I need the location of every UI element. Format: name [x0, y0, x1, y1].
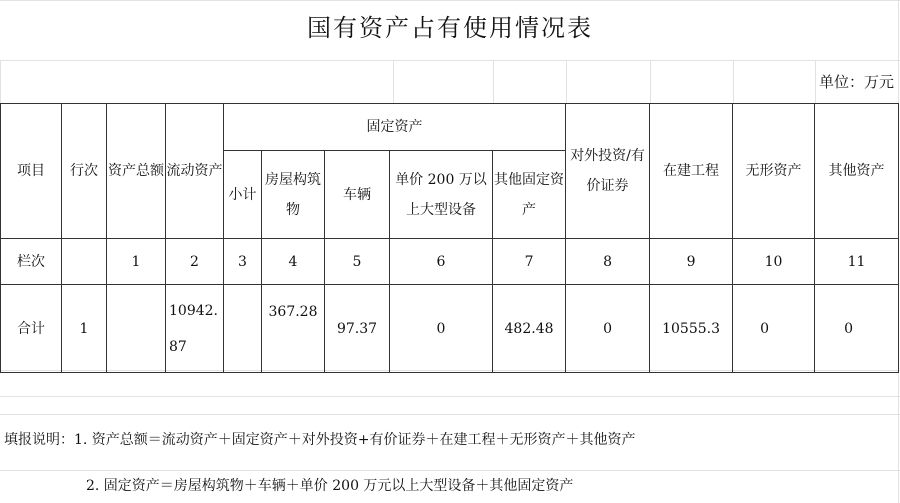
column-index-cell: 11 — [815, 239, 899, 285]
total-current-assets: 10942.87 — [166, 285, 224, 373]
column-index-cell: 3 — [224, 239, 262, 285]
total-investments: 0 — [566, 285, 650, 373]
total-intangible: 0 — [733, 285, 815, 373]
header-subtotal: 小计 — [224, 151, 262, 239]
column-index-cell: 8 — [566, 239, 650, 285]
header-current-assets: 流动资产 — [166, 104, 224, 239]
total-total-assets — [107, 285, 166, 373]
total-other-assets: 0 — [815, 285, 899, 373]
header-row-1 — [1, 104, 899, 151]
header-construction: 在建工程 — [650, 104, 733, 239]
header-large-equipment: 单价 200 万以上大型设备 — [390, 151, 493, 239]
header-intangible: 无形资产 — [733, 104, 815, 239]
total-vehicles: 97.37 — [325, 285, 390, 373]
total-subtotal — [224, 285, 262, 373]
total-row — [1, 285, 899, 373]
header-total-assets: 资产总额 — [107, 104, 166, 239]
asset-table — [0, 103, 899, 373]
total-row-no: 1 — [62, 285, 107, 373]
header-buildings: 房屋构筑物 — [262, 151, 325, 239]
column-index-cell: 5 — [325, 239, 390, 285]
header-other-assets: 其他资产 — [815, 104, 899, 239]
column-index-cell: 6 — [390, 239, 493, 285]
header-vehicles: 车辆 — [325, 151, 390, 239]
unit-label: 单位：万元 — [818, 73, 894, 91]
column-index-cell: 1 — [107, 239, 166, 285]
header-item: 项目 — [1, 104, 62, 239]
column-index-row — [1, 239, 899, 285]
total-construction: 10555.3 — [650, 285, 733, 373]
column-index-cell: 9 — [650, 239, 733, 285]
header-investments: 对外投资/有价证券 — [566, 104, 650, 239]
note-line-2: 2. 固定资产＝房屋构筑物＋车辆＋单价 200 万元以上大型设备＋其他固定资产 — [86, 478, 574, 494]
total-buildings: 367.28 — [262, 285, 325, 373]
page-title: 国有资产占有使用情况表 — [307, 14, 593, 42]
total-label: 合计 — [1, 285, 62, 373]
column-index-row-no — [62, 239, 107, 285]
total-large-equipment: 0 — [390, 285, 493, 373]
header-row-no: 行次 — [62, 104, 107, 239]
column-index-cell: 2 — [166, 239, 224, 285]
column-index-cell: 10 — [733, 239, 815, 285]
total-other-fixed: 482.48 — [493, 285, 566, 373]
header-fixed-assets: 固定资产 — [224, 104, 566, 151]
header-other-fixed: 其他固定资产 — [493, 151, 566, 239]
note-line-1: 填报说明：1. 资产总额＝流动资产＋固定资产＋对外投资+有价证券＋在建工程＋无形资产＋其他资产 — [4, 432, 636, 448]
column-index-label: 栏次 — [1, 239, 62, 285]
column-index-cell: 7 — [493, 239, 566, 285]
column-index-cell: 4 — [262, 239, 325, 285]
